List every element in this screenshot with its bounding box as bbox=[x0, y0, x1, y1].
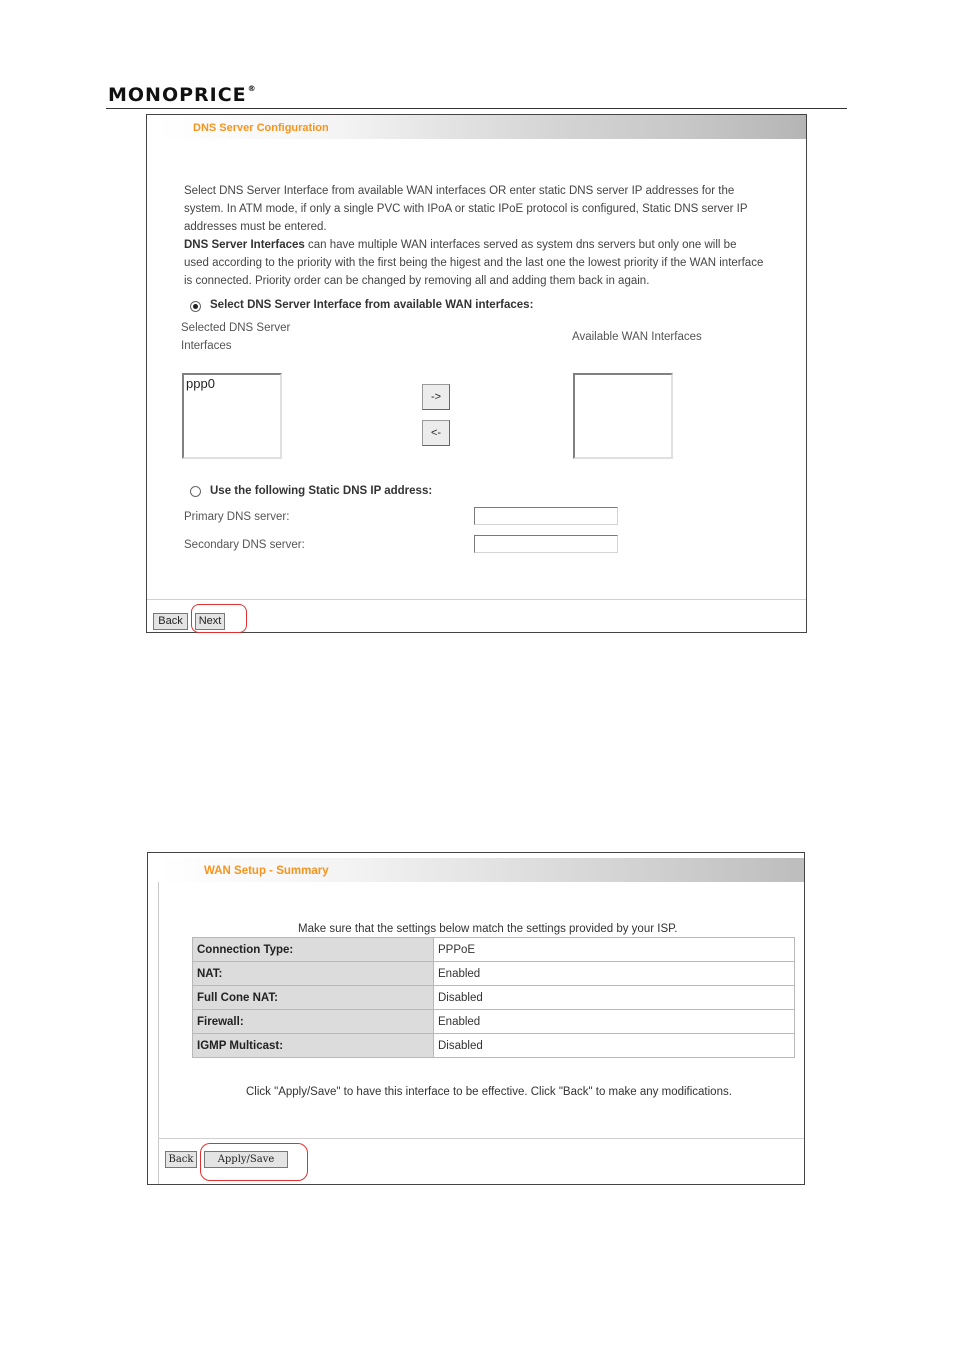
apply-save-button[interactable]: Apply/Save bbox=[204, 1151, 288, 1168]
dns-desc-line-3: addresses must be entered. bbox=[184, 221, 327, 233]
footer-divider bbox=[147, 599, 806, 600]
header-divider bbox=[106, 108, 847, 109]
next-highlight-outline bbox=[191, 604, 247, 633]
summary-table bbox=[192, 937, 795, 1058]
row-label: Firewall: bbox=[193, 1010, 434, 1034]
dns-config-title: DNS Server Configuration bbox=[193, 122, 329, 134]
monoprice-logo: MONOPRICE® bbox=[108, 84, 257, 106]
dns-config-title-bar bbox=[157, 115, 806, 139]
secondary-dns-input[interactable] bbox=[474, 535, 618, 553]
next-button[interactable]: Next bbox=[195, 613, 225, 630]
summary-intro: Make sure that the settings below match the settings provided by your ISP. bbox=[298, 923, 678, 935]
static-dns-radio[interactable] bbox=[190, 486, 201, 497]
selected-interfaces-list[interactable] bbox=[182, 373, 282, 459]
available-interfaces-label: Available WAN Interfaces bbox=[572, 331, 702, 343]
wan-summary-title: WAN Setup - Summary bbox=[204, 865, 329, 877]
move-left-button[interactable]: <- bbox=[422, 420, 450, 446]
selected-label-line-1: Selected DNS Server bbox=[181, 322, 291, 334]
summary-footer-divider bbox=[158, 1138, 804, 1139]
row-value: Disabled bbox=[434, 1034, 795, 1058]
wan-summary-title-bar bbox=[158, 858, 804, 882]
row-label: Connection Type: bbox=[193, 938, 434, 962]
row-label: IGMP Multicast: bbox=[193, 1034, 434, 1058]
secondary-dns-label: Secondary DNS server: bbox=[184, 539, 305, 551]
table-row bbox=[193, 1034, 795, 1058]
dns-config-panel bbox=[146, 114, 807, 633]
dns-desc-bold: DNS Server Interfaces bbox=[184, 239, 305, 251]
static-dns-label: Use the following Static DNS IP address: bbox=[210, 485, 433, 497]
summary-back-button[interactable]: Back bbox=[165, 1151, 197, 1168]
list-item[interactable]: ppp0 bbox=[186, 376, 215, 391]
summary-note: Click "Apply/Save" to have this interface to be effective. Click "Back" to make any modifications. bbox=[246, 1086, 732, 1098]
interface-mode-radio[interactable] bbox=[190, 301, 201, 312]
selected-label-line-2: Interfaces bbox=[181, 340, 232, 352]
row-value: PPPoE bbox=[434, 938, 795, 962]
dns-desc-line-2: system. In ATM mode, if only a single PVC with IPoA or static IPoE protocol is configured, Static DNS server IP bbox=[184, 203, 748, 215]
table-row bbox=[193, 986, 795, 1010]
wan-summary-panel bbox=[147, 852, 805, 1185]
row-value: Disabled bbox=[434, 986, 795, 1010]
table-row bbox=[193, 938, 795, 962]
row-value: Enabled bbox=[434, 962, 795, 986]
back-button[interactable]: Back bbox=[153, 613, 188, 630]
available-interfaces-list[interactable] bbox=[573, 373, 673, 459]
table-row bbox=[193, 1010, 795, 1034]
selected-interfaces-label bbox=[181, 319, 290, 355]
table-row bbox=[193, 962, 795, 986]
row-value: Enabled bbox=[434, 1010, 795, 1034]
primary-dns-label: Primary DNS server: bbox=[184, 511, 290, 523]
dns-desc-line-6: is connected. Priority order can be changed by removing all and adding them back in again. bbox=[184, 275, 650, 287]
row-label: NAT: bbox=[193, 962, 434, 986]
apply-highlight-outline bbox=[200, 1143, 308, 1181]
dns-desc-line-4 bbox=[184, 239, 736, 251]
move-right-button[interactable]: -> bbox=[422, 384, 450, 410]
dns-desc-line-5: used according to the priority with the first being the higest and the last one the lowest priority if the WAN interface bbox=[184, 257, 764, 269]
interface-mode-label: Select DNS Server Interface from available WAN interfaces: bbox=[210, 299, 534, 311]
dns-desc-rest: can have multiple WAN interfaces served as system dns servers but only one will be bbox=[304, 239, 737, 251]
primary-dns-input[interactable] bbox=[474, 507, 618, 525]
dns-desc-line-1: Select DNS Server Interface from available WAN interfaces OR enter static DNS server IP addresses for the bbox=[184, 185, 735, 197]
row-label: Full Cone NAT: bbox=[193, 986, 434, 1010]
